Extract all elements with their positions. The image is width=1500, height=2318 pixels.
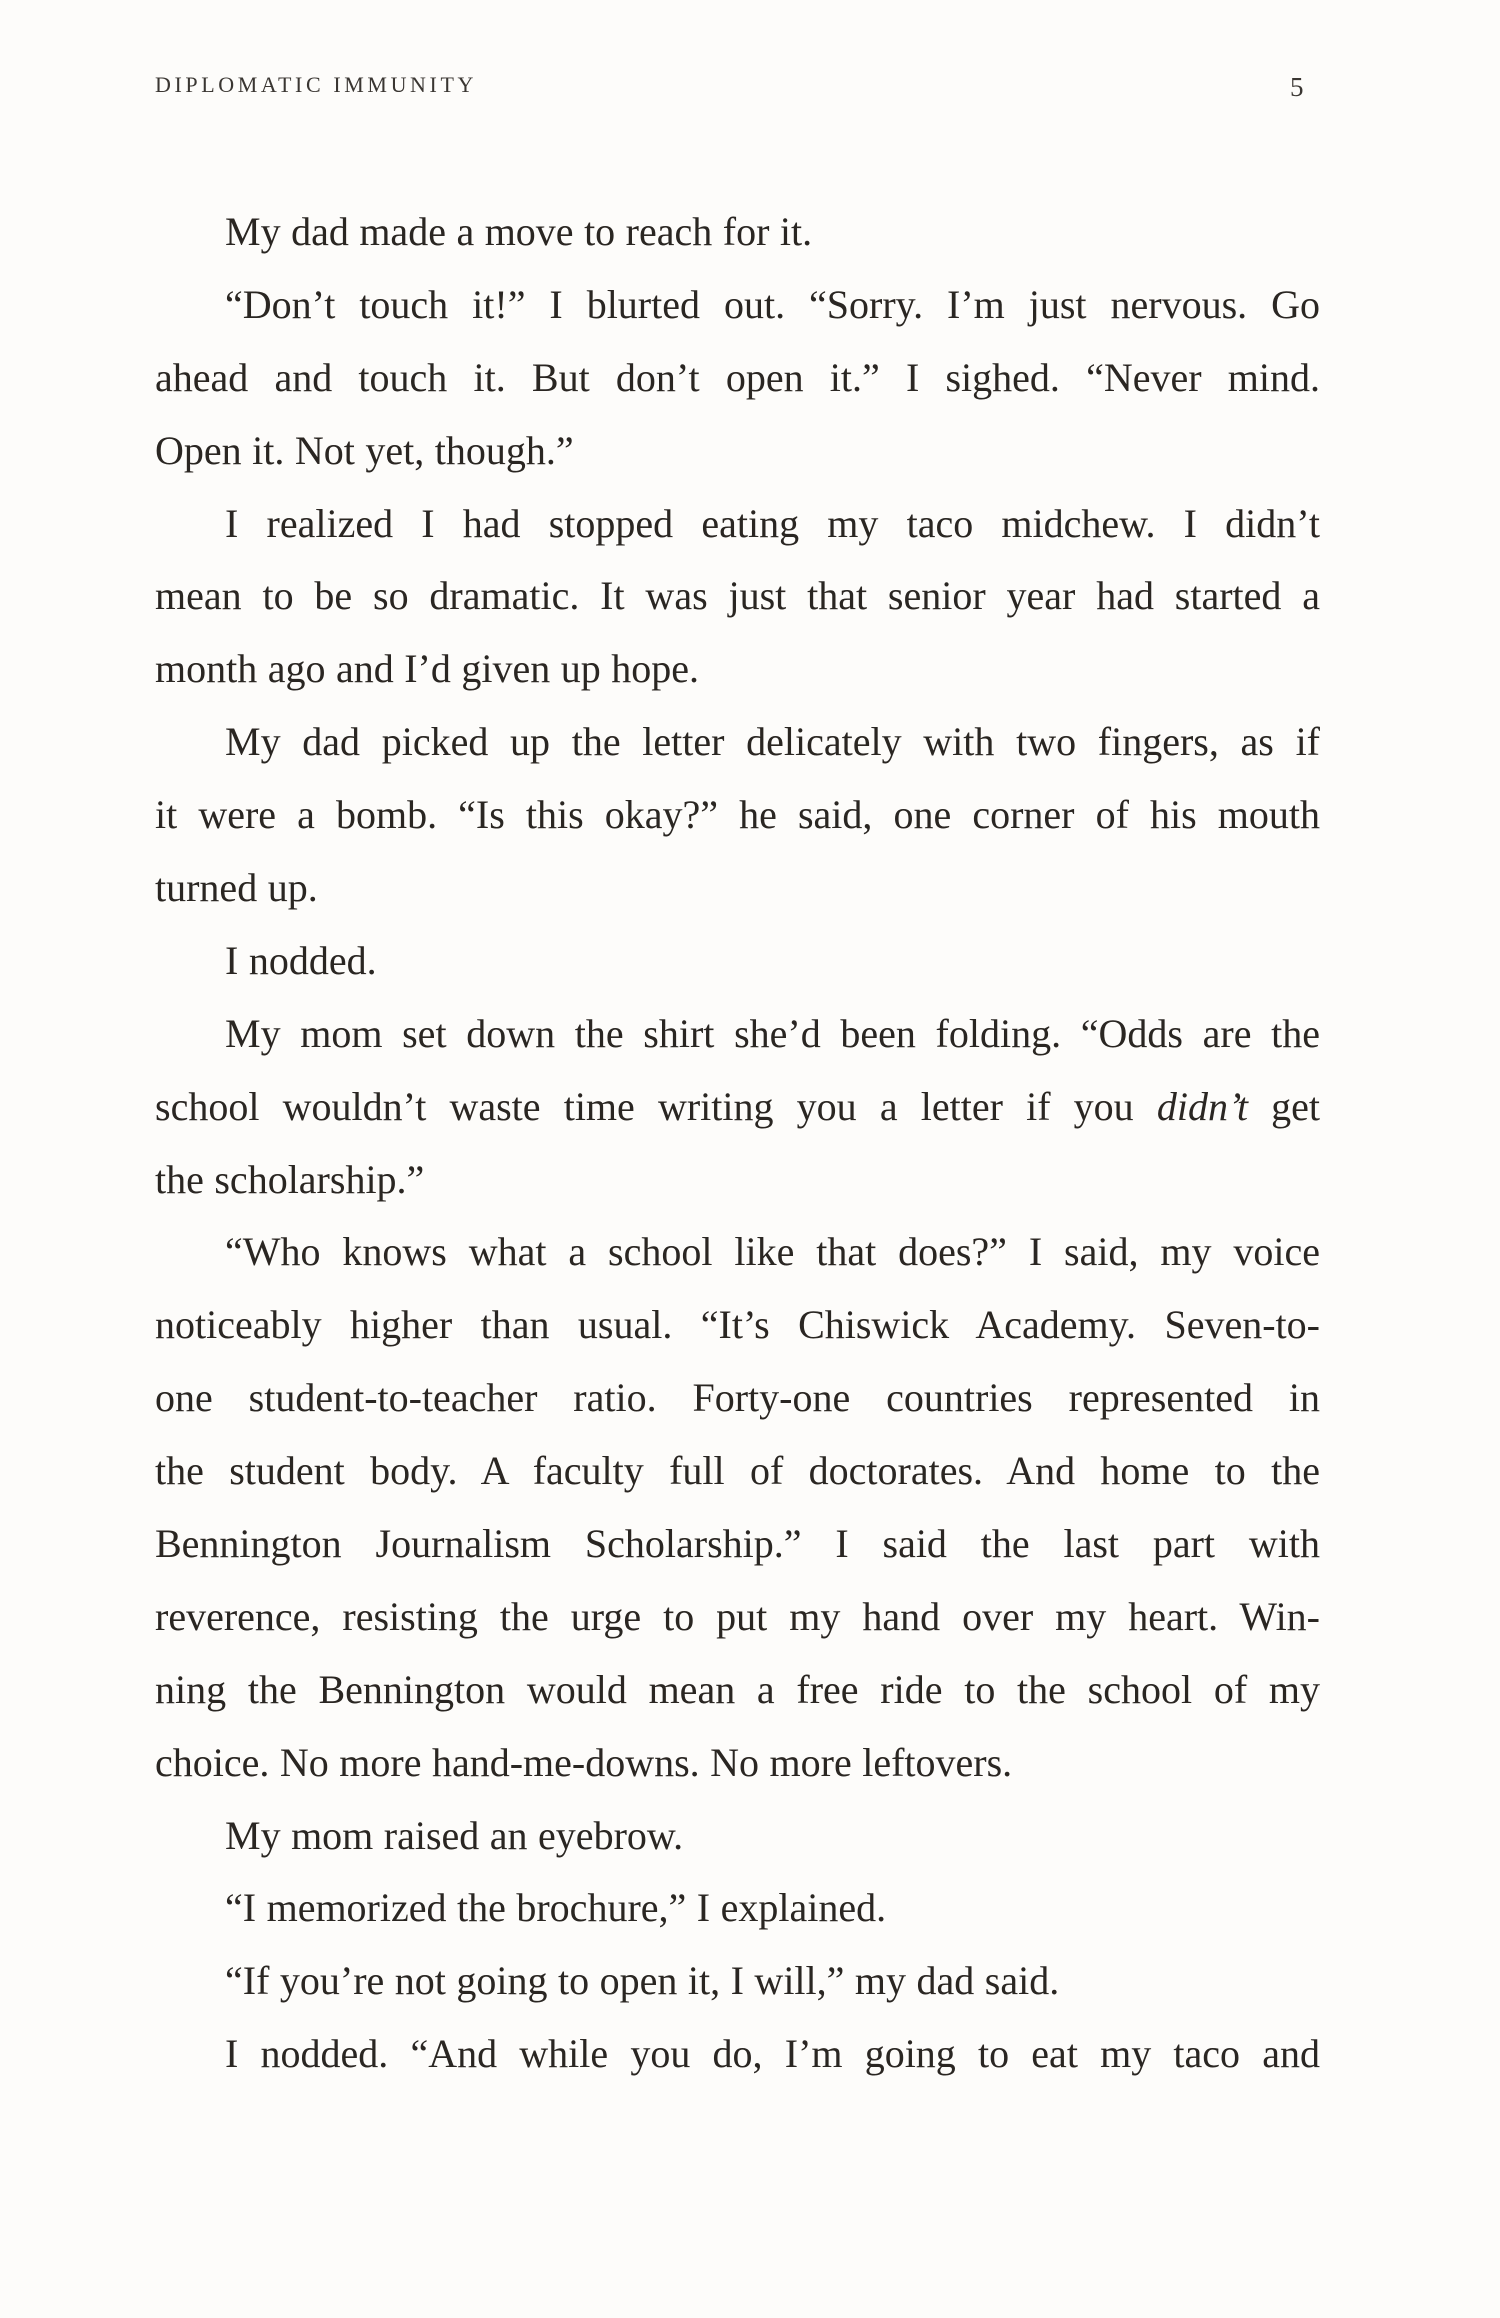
text-line: Open it. Not yet, though.” [155,427,574,473]
text-segment: get [1247,1083,1320,1129]
text-line: turned up. [155,865,318,911]
text-line: My dad made a move to reach for it. [225,209,813,254]
text-line: “Don’t touch it!” I blurted out. “Sorry. I’m just nervous. Go [225,281,1320,327]
text-line: I realized I had stopped eating my taco midchew. I didn’t [225,500,1320,546]
text-line: month ago and I’d given up hope. [155,646,699,692]
text-line: “I memorized the brochure,” I explained. [225,1885,887,1931]
text-line: I nodded. “And while you do, I’m going to eat my taco and [225,2031,1320,2077]
text-line: ahead and touch it. But don’t open it.” I sighed. “Never mind. [155,354,1320,400]
text-segment: school wouldn’t waste time writing you a letter if you [155,1083,1157,1129]
text-line: I nodded. [225,937,377,983]
running-head: DIPLOMATIC IMMUNITY [155,72,478,97]
text-line: the scholarship.” [155,1156,425,1202]
text-line: the student body. A faculty full of doctorates. And home to the [155,1448,1320,1494]
text-line: it were a bomb. “Is this okay?” he said, one corner of his mouth [155,792,1320,838]
text-line: noticeably higher than usual. “It’s Chiswick Academy. Seven-to- [155,1302,1320,1348]
text-line: mean to be so dramatic. It was just that senior year had started a [155,573,1320,619]
text-line: “If you’re not going to open it, I will,” my dad said. [225,1958,1060,2004]
text-line: My dad picked up the letter delicately with two fingers, as if [225,719,1320,765]
italic-emphasis: didn’t [1156,1083,1248,1129]
page-number: 5 [1290,72,1304,102]
text-line [155,1071,1320,1144]
body-text [155,196,1320,2091]
text-line: reverence, resisting the urge to put my hand over my heart. Win- [155,1593,1320,1639]
text-line: Bennington Journalism Scholarship.” I said the last part with [155,1521,1320,1567]
text-line: choice. No more hand-me-downs. No more leftovers. [155,1739,1013,1785]
text-line: My mom set down the shirt she’d been folding. “Odds are the [225,1010,1320,1056]
text-line: ning the Bennington would mean a free ride to the school of my [155,1666,1320,1712]
text-line: one student-to-teacher ratio. Forty-one countries represented in [155,1375,1320,1421]
text-line: “Who knows what a school like that does?” I said, my voice [225,1229,1320,1275]
text-line: My mom raised an eyebrow. [225,1812,684,1858]
